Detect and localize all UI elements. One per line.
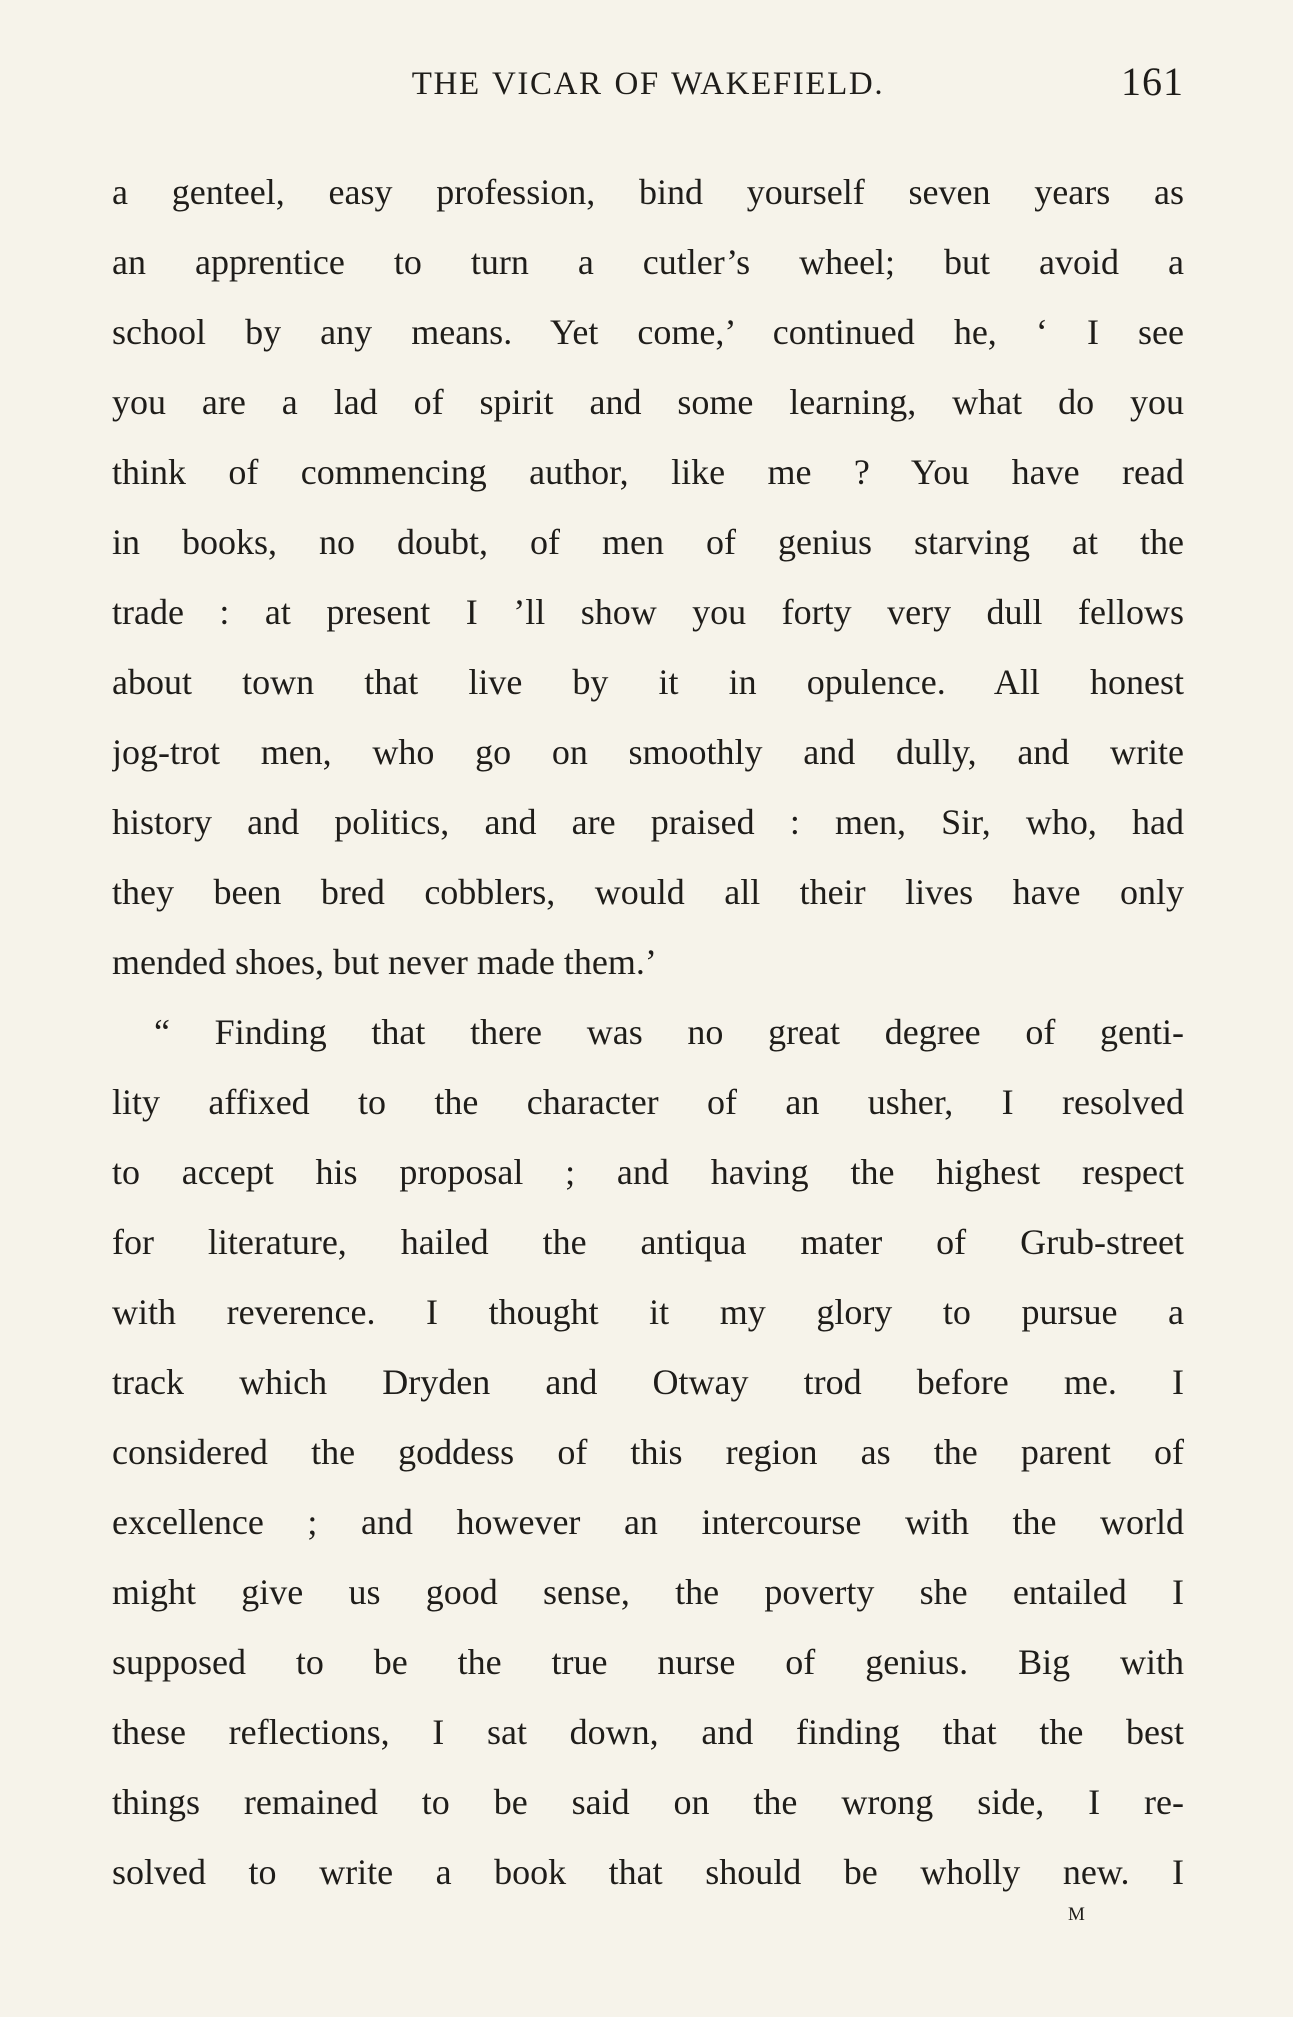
text-line: in books, no doubt, of men of genius starving at the xyxy=(112,522,1184,562)
body-text xyxy=(112,157,1184,1907)
text-line: you are a lad of spirit and some learning, what do you xyxy=(112,382,1184,422)
text-line: might give us good sense, the poverty she entailed I xyxy=(112,1572,1184,1612)
text-line: school by any means. Yet come,’ continued he, ‘ I see xyxy=(112,312,1184,352)
text-line: things remained to be said on the wrong side, I re- xyxy=(112,1782,1184,1822)
text-line: for literature, hailed the antiqua mater of Grub-street xyxy=(112,1222,1184,1262)
text-line: solved to write a book that should be wholly new. I xyxy=(112,1852,1184,1892)
text-line: jog-trot men, who go on smoothly and dully, and write xyxy=(112,732,1184,772)
page-number: 161 xyxy=(1121,59,1184,104)
text-line: lity affixed to the character of an usher, I resolved xyxy=(112,1082,1184,1122)
paragraph-start-line: “ Finding that there was no great degree of genti- xyxy=(154,1012,1184,1052)
text-line: about town that live by it in opulence. All honest xyxy=(112,662,1184,702)
text-line: think of commencing author, like me ? You have read xyxy=(112,452,1184,492)
text-line: excellence ; and however an intercourse with the world xyxy=(112,1502,1184,1542)
text-line: a genteel, easy profession, bind yourself seven years as xyxy=(112,172,1184,212)
text-line: with reverence. I thought it my glory to pursue a xyxy=(112,1292,1184,1332)
text-line: history and politics, and are praised : men, Sir, who, had xyxy=(112,802,1184,842)
signature-mark: M xyxy=(1068,1904,1086,1925)
text-line: these reflections, I sat down, and finding that the best xyxy=(112,1712,1184,1752)
running-title: THE VICAR OF WAKEFIELD. xyxy=(411,66,885,102)
text-line: to accept his proposal ; and having the highest respect xyxy=(112,1152,1184,1192)
text-line: supposed to be the true nurse of genius. Big with xyxy=(112,1642,1184,1682)
text-line: an apprentice to turn a cutler’s wheel; but avoid a xyxy=(112,242,1184,282)
text-line: trade : at present I ’ll show you forty very dull fellows xyxy=(112,592,1184,632)
running-head xyxy=(112,58,1184,118)
text-line: considered the goddess of this region as the parent of xyxy=(112,1432,1184,1472)
text-line: track which Dryden and Otway trod before me. I xyxy=(112,1362,1184,1402)
paragraph-end-line: mended shoes, but never made them.’ xyxy=(112,942,657,982)
text-line: they been bred cobblers, would all their lives have only xyxy=(112,872,1184,912)
